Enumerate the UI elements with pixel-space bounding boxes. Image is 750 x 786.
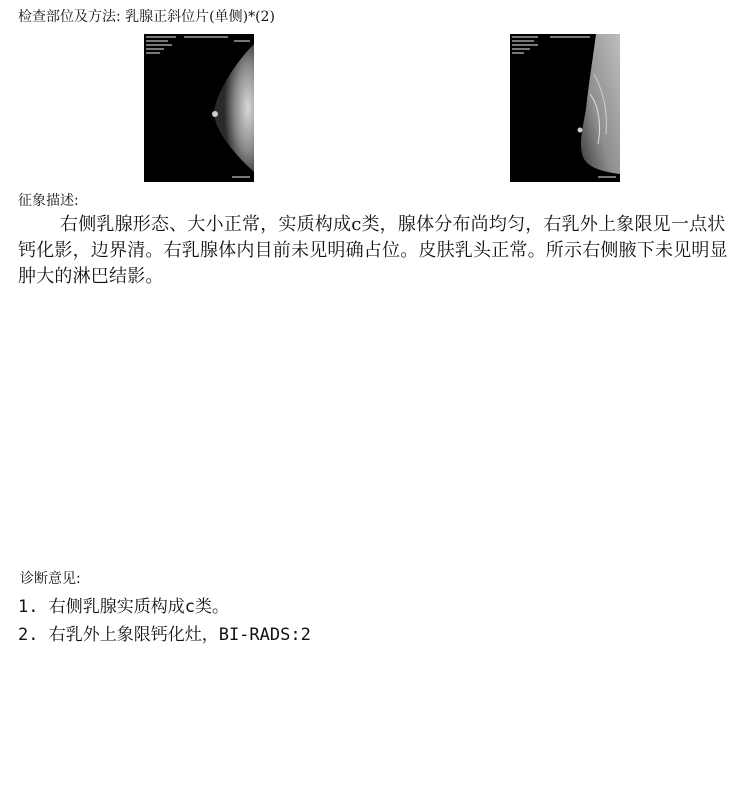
exam-label: 检查部位及方法: bbox=[18, 9, 121, 25]
diagnosis-item-2: 2. 右乳外上象限钙化灶，BI-RADS:2 bbox=[18, 625, 311, 645]
findings-text: 右侧乳腺形态、大小正常，实质构成c类，腺体分布尚均匀，右乳外上象限见一点状钙化影，边界清。右乳腺体内目前未见明确占位。皮肤乳头正常。所示右侧腋下未见明显肿大的淋巴结影。 bbox=[18, 214, 728, 287]
mammogram-image-cc[interactable] bbox=[144, 34, 254, 182]
diagnosis-item-1: 1. 右侧乳腺实质构成c类。 bbox=[18, 597, 229, 617]
findings-title: 征象描述: bbox=[18, 193, 79, 209]
exam-method-line bbox=[18, 6, 275, 26]
mammogram-image-mlo[interactable] bbox=[510, 34, 620, 182]
mammogram-mlo-graphic bbox=[510, 34, 620, 182]
exam-method: 乳腺正斜位片(单侧)*(2) bbox=[125, 9, 275, 25]
diagnosis-title: 诊断意见: bbox=[20, 571, 81, 587]
mammogram-cc-graphic bbox=[144, 34, 254, 182]
